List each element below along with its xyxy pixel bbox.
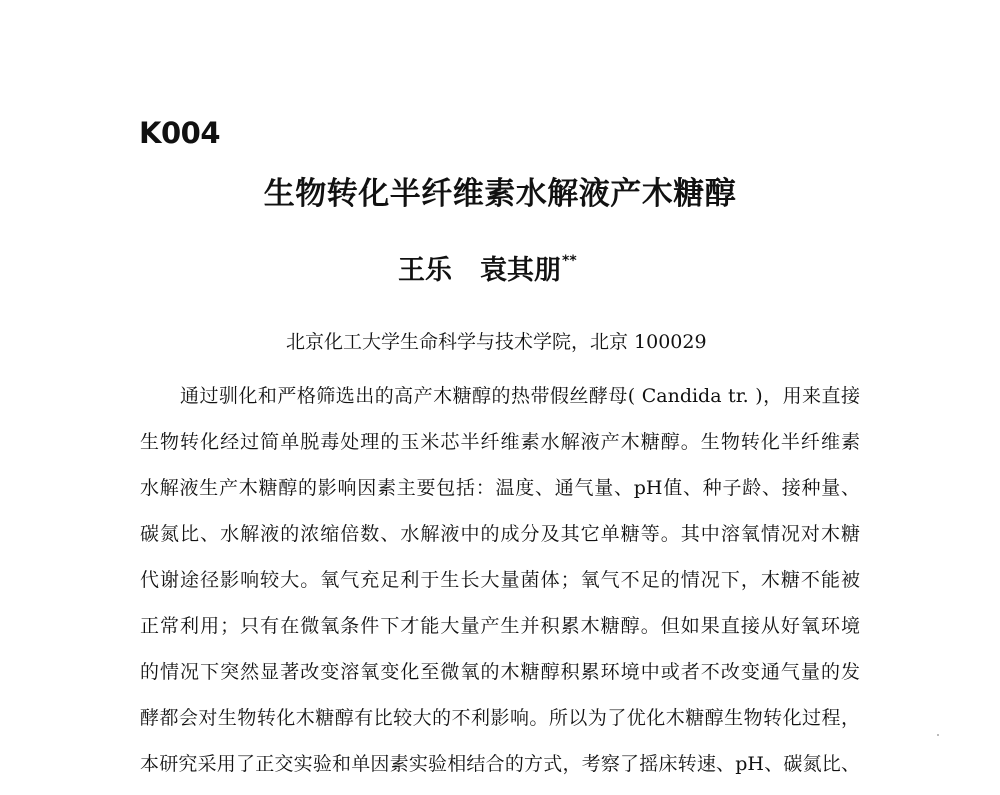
abstract-line: 水解液生产木糖醇的影响因素主要包括：温度、通气量、pH值、种子龄、接种量、 bbox=[140, 477, 860, 499]
author-list bbox=[398, 248, 577, 287]
paper-code: K004 bbox=[139, 116, 221, 150]
abstract-line: 正常利用；只有在微氧条件下才能大量产生并积累木糖醇。但如果直接从好氧环境 bbox=[140, 615, 860, 637]
abstract-line: 通过驯化和严格筛选出的高产木糖醇的热带假丝酵母( Candida tr. )，用来直接 bbox=[180, 385, 860, 407]
abstract-line: 代谢途径影响较大。氧气充足利于生长大量菌体；氧气不足的情况下，木糖不能被 bbox=[140, 569, 860, 591]
author-mark: ** bbox=[562, 253, 577, 269]
author-name: 王乐 bbox=[398, 255, 452, 286]
abstract-line: 本研究采用了正交实验和单因素实验相结合的方式，考察了摇床转速、pH、碳氮比、 bbox=[140, 753, 860, 775]
abstract-body bbox=[140, 381, 860, 795]
abstract-line: 生物转化经过简单脱毒处理的玉米芯半纤维素水解液产木糖醇。生物转化半纤维素 bbox=[140, 431, 860, 453]
abstract-line: 酵都会对生物转化木糖醇有比较大的不利影响。所以为了优化木糖醇生物转化过程， bbox=[140, 707, 860, 729]
affiliation: 北京化工大学生命科学与技术学院，北京 100029 bbox=[286, 331, 707, 353]
author-name: 袁其朋 bbox=[480, 255, 561, 286]
paper-title: 生物转化半纤维素水解液产木糖醇 bbox=[263, 176, 737, 212]
abstract-line: 碳氮比、水解液的浓缩倍数、水解液中的成分及其它单糖等。其中溶氧情况对木糖 bbox=[140, 523, 860, 545]
scan-speck bbox=[937, 734, 939, 736]
abstract-line: 的情况下突然显著改变溶氧变化至微氧的木糖醇积累环境中或者不改变通气量的发 bbox=[140, 661, 860, 683]
